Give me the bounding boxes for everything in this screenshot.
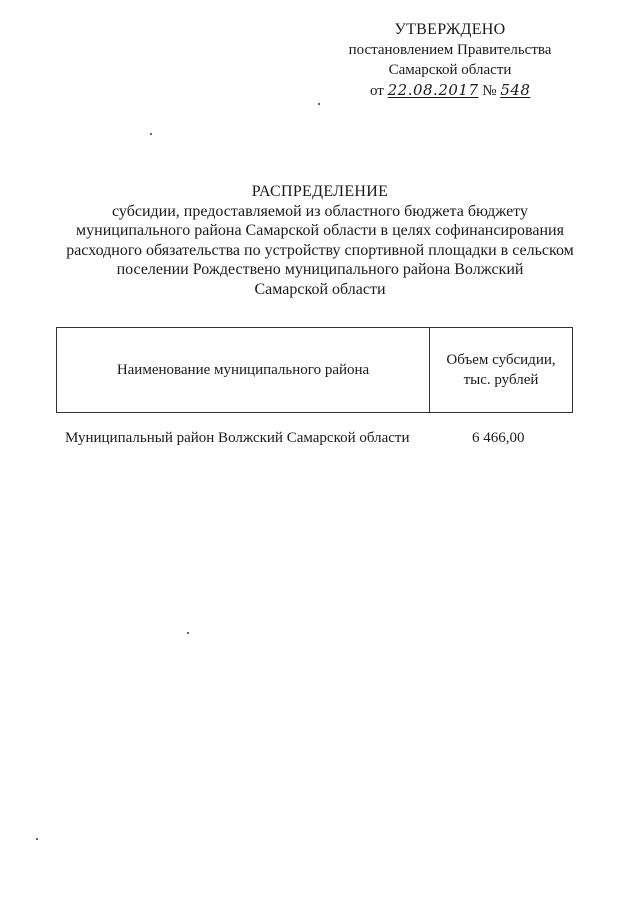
title-line-2: муниципального района Самарской области в целях софинансирования <box>76 222 564 239</box>
scan-speck <box>187 632 189 634</box>
title-heading: РАСПРЕДЕЛЕНИЕ <box>251 183 389 200</box>
approval-heading: УТВЕРЖДЕНО <box>394 21 506 38</box>
row-subsidy-amount: 6 466,00 <box>472 430 525 446</box>
document-title <box>50 182 590 299</box>
handwritten-number: 548 <box>500 81 531 99</box>
column-header-amount <box>430 328 573 413</box>
title-line-1: субсидии, предоставляемой из областного бюджета бюджету <box>112 202 528 220</box>
title-line-4: поселении Рождествено муниципального района Волжский <box>116 261 524 278</box>
approval-date-line <box>370 80 550 101</box>
column-header-amount-line-1: Объем субсидии, <box>446 352 556 368</box>
number-prefix: № <box>482 83 497 99</box>
handwritten-date: 22.08.2017 <box>387 81 479 99</box>
scan-speck <box>36 838 38 840</box>
title-line-5: Самарской области <box>254 280 386 298</box>
title-line-3: расходного обязательства по устройству спортивной площадки в сельском <box>66 241 574 259</box>
approval-stamp <box>330 20 570 101</box>
scan-speck <box>150 133 152 135</box>
row-district-name: Муниципальный район Волжский Самарской области <box>65 430 410 446</box>
date-prefix: от <box>370 83 384 99</box>
distribution-table <box>56 327 573 413</box>
approval-line-1: постановлением Правительства <box>348 42 552 58</box>
table-header-row <box>57 328 573 413</box>
scan-speck <box>318 103 320 105</box>
column-header-amount-line-2: тыс. рублей <box>463 372 539 388</box>
approval-line-2: Самарской области <box>388 62 512 78</box>
column-header-district: Наименование муниципального района <box>57 328 430 413</box>
